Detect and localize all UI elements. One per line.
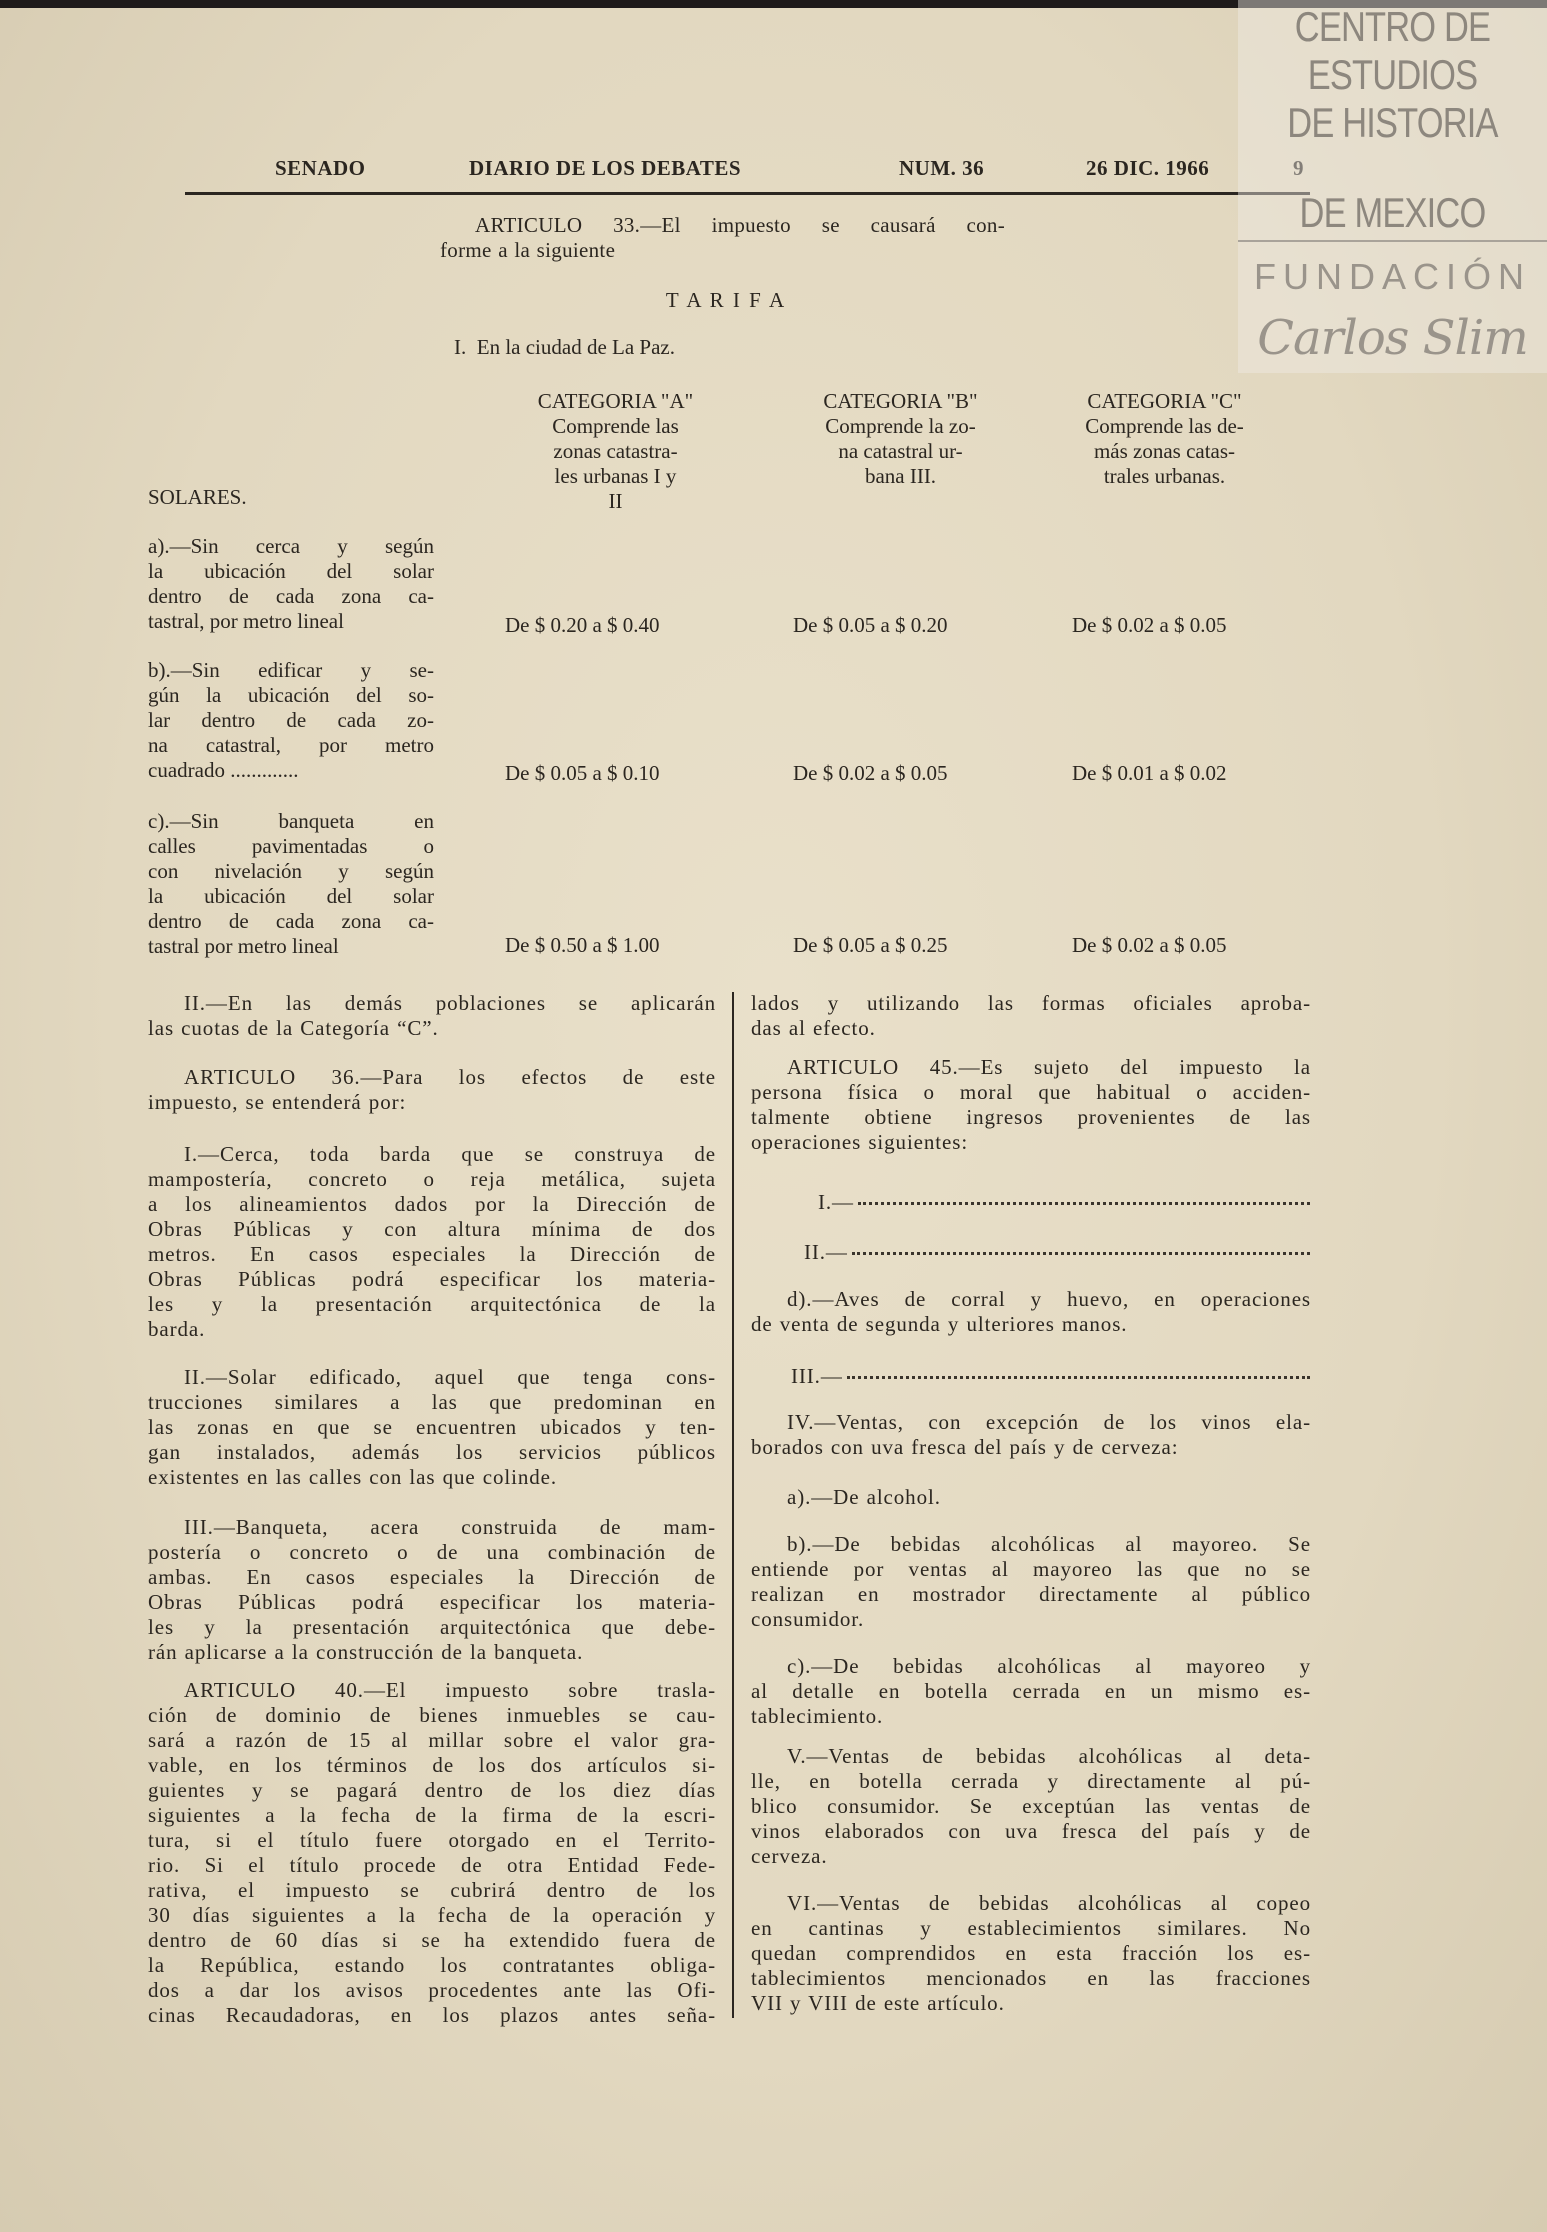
- text-line: c).—Sin banqueta en: [148, 809, 434, 833]
- text-line: das al efecto.: [751, 1016, 876, 1040]
- row-b-value-cat-a: De $ 0.05 a $ 0.10: [505, 761, 660, 785]
- text-line: siguientes a la fecha de la firma de la escri-: [148, 1803, 716, 1827]
- text-line: blico consumidor. Se exceptúan las ventas de: [751, 1794, 1311, 1818]
- paragraph-iii-banqueta: [148, 1515, 716, 1665]
- text-line: Comprende las de-: [1085, 414, 1244, 438]
- row-b-value-cat-c: De $ 0.01 a $ 0.02: [1072, 761, 1227, 785]
- text-line: a).—Sin cerca y según: [148, 534, 434, 558]
- text-line: bana III.: [864, 464, 937, 488]
- omitted-fraction-ii: [804, 1240, 1310, 1265]
- category-c-header: [1055, 389, 1274, 489]
- text-line: barda.: [148, 1317, 206, 1341]
- article-36: [148, 1065, 716, 1115]
- text-line: más zonas catas-: [1093, 439, 1236, 463]
- text-line: calles pavimentadas o: [148, 834, 434, 858]
- dotted-leader: [847, 1376, 1310, 1379]
- text-line: II.—Solar edificado, aquel que tenga cons-: [184, 1365, 716, 1389]
- text-line: VII y VIII de este artículo.: [751, 1991, 1005, 2015]
- text-line: tablecimiento.: [751, 1704, 884, 1728]
- omitted-fraction-i: [818, 1190, 1310, 1215]
- text-line: persona física o moral que habitual o acciden-: [751, 1080, 1311, 1104]
- tarifa-heading: T A R I F A: [665, 288, 787, 312]
- text-line: dentro de cada zona ca-: [148, 584, 434, 608]
- text-line: II.—En las demás poblaciones se aplicarán: [184, 991, 716, 1015]
- text-line: a).—De alcohol.: [787, 1485, 941, 1509]
- paragraph-ii-solar: [148, 1365, 716, 1490]
- column-divider: [732, 992, 734, 2018]
- text-line: trucciones similares a las que predominan en: [148, 1390, 716, 1414]
- watermark-line: DE MEXICO: [1299, 189, 1486, 236]
- text-line: guientes y se pagará dentro de los diez días: [148, 1778, 716, 1802]
- text-line: tura, si el título fuere otorgado en el Territo-: [148, 1828, 716, 1852]
- paragraph-ii-poblaciones: [148, 991, 716, 1041]
- text-line: la ubicación del solar: [148, 559, 434, 583]
- text-line: metros. En casos especiales la Dirección de: [148, 1242, 716, 1266]
- text-line: dentro de cada zona ca-: [148, 909, 434, 933]
- fraction-label: III.—: [791, 1364, 843, 1388]
- paragraph-c-detalle: [751, 1654, 1311, 1729]
- text-line: cuadrado .............: [148, 758, 299, 782]
- text-line: tastral, por metro lineal: [148, 609, 344, 633]
- header-number: NUM. 36: [899, 156, 985, 180]
- watermark-divider: [1238, 240, 1547, 242]
- text-line: na catastral ur-: [838, 439, 963, 463]
- row-c-value-cat-c: De $ 0.02 a $ 0.05: [1072, 933, 1227, 957]
- watermark-signature: Carlos Slim: [1257, 310, 1528, 366]
- text-line: b).—De bebidas alcohólicas al mayoreo. Se: [787, 1532, 1311, 1556]
- text-line: CATEGORIA "C": [1087, 389, 1242, 413]
- article-45: [751, 1055, 1311, 1155]
- fraction-label: II.—: [804, 1240, 848, 1264]
- text-line: c).—De bebidas alcohólicas al mayoreo y: [787, 1654, 1311, 1678]
- text-line: ambas. En casos especiales la Dirección de: [148, 1565, 716, 1589]
- text-line: sará a razón de 15 al millar sobre el valor gra-: [148, 1728, 716, 1752]
- text-line: dos a dar los avisos procedentes ante las Ofi-: [148, 1978, 716, 2002]
- text-line: realizan en mostrador directamente al público: [751, 1582, 1311, 1606]
- text-line: con nivelación y según: [148, 859, 434, 883]
- text-line: rativa, el impuesto se cubrirá dentro de los: [148, 1878, 716, 1902]
- text-line: VI.—Ventas de bebidas alcohólicas al copeo: [787, 1891, 1311, 1915]
- text-line: cinas Recaudadoras, en los plazos antes seña-: [148, 2003, 716, 2027]
- text-line: talmente obtiene ingresos provenientes de las: [751, 1105, 1311, 1129]
- text-line: trales urbanas.: [1103, 464, 1226, 488]
- paragraph-vi-copeo: [751, 1891, 1311, 2016]
- row-b-value-cat-b: De $ 0.02 a $ 0.05: [793, 761, 948, 785]
- dotted-leader: [852, 1252, 1310, 1255]
- text-line: borados con uva fresca del país y de cerveza:: [751, 1435, 1179, 1459]
- text-line: b).—Sin edificar y se-: [148, 658, 434, 682]
- watermark-foundation: FUNDACIÓN: [1254, 256, 1531, 297]
- text-line: existentes en las calles con las que colinde.: [148, 1465, 558, 1489]
- text-line: entiende por ventas al mayoreo las que no se: [751, 1557, 1311, 1581]
- text-line: lados y utilizando las formas oficiales aproba-: [751, 991, 1311, 1015]
- paragraph-d-aves: [751, 1287, 1311, 1337]
- text-line: gan instalados, además los servicios públicos: [148, 1440, 716, 1464]
- text-line: consumidor.: [751, 1607, 865, 1631]
- text-line: la República, estando los contratantes obliga-: [148, 1953, 716, 1977]
- text-line: cerveza.: [751, 1844, 828, 1868]
- text-line: tablecimientos mencionados en las fracciones: [751, 1966, 1311, 1990]
- text-line: ARTICULO 33.—El impuesto se causará con-: [475, 213, 1005, 237]
- text-line: rán aplicarse a la construcción de la banqueta.: [148, 1640, 584, 1664]
- text-line: postería o concreto o de una combinación de: [148, 1540, 716, 1564]
- text-line: tastral por metro lineal: [148, 934, 339, 958]
- text-line: CATEGORIA "B": [823, 389, 978, 413]
- text-line: ción de dominio de bienes inmuebles se cau-: [148, 1703, 716, 1727]
- text-line: impuesto, se entenderá por:: [148, 1090, 407, 1114]
- text-line: rio. Si el título procede de otra Entidad Fede-: [148, 1853, 716, 1877]
- solares-row-header: SOLARES.: [148, 485, 247, 509]
- article-40: [148, 1678, 716, 2028]
- text-line: III.—Banqueta, acera construida de mam-: [184, 1515, 716, 1539]
- text-line: IV.—Ventas, con excepción de los vinos ela-: [787, 1410, 1311, 1434]
- article-33: [440, 213, 1005, 263]
- row-c-label: [148, 809, 434, 959]
- paragraph-i-cerca: [148, 1142, 716, 1342]
- row-c-value-cat-a: De $ 0.50 a $ 1.00: [505, 933, 660, 957]
- omitted-fraction-iii: [791, 1364, 1310, 1389]
- text-line: al detalle en botella cerrada en un mismo es-: [751, 1679, 1311, 1703]
- text-line: 30 días siguientes a la fecha de la operación y: [148, 1903, 716, 1927]
- fraction-label: I.—: [818, 1190, 854, 1214]
- text-line: forme a la siguiente: [440, 238, 616, 262]
- row-a-value-cat-c: De $ 0.02 a $ 0.05: [1072, 613, 1227, 637]
- text-line: lar dentro de cada zo-: [148, 708, 434, 732]
- text-line: les urbanas I y: [554, 464, 677, 488]
- header-date: 26 DIC. 1966: [1086, 156, 1210, 180]
- header-journal: DIARIO DE LOS DEBATES: [469, 156, 742, 180]
- text-line: zonas catastra-: [553, 439, 678, 463]
- dotted-leader: [858, 1202, 1310, 1205]
- row-b-label: [148, 658, 434, 783]
- paragraph-a-alcohol: [751, 1485, 1311, 1510]
- row-a-label: [148, 534, 434, 634]
- text-line: ARTICULO 40.—El impuesto sobre trasla-: [184, 1678, 716, 1702]
- text-line: a los alineamientos dados por la Dirección de: [148, 1192, 716, 1216]
- paragraph-b-mayoreo: [751, 1532, 1311, 1632]
- page-number: 9: [1293, 156, 1304, 180]
- text-line: II: [608, 489, 623, 513]
- row-a-value-cat-a: De $ 0.20 a $ 0.40: [505, 613, 660, 637]
- text-line: ARTICULO 36.—Para los efectos de este: [184, 1065, 716, 1089]
- text-line: V.—Ventas de bebidas alcohólicas al deta-: [787, 1744, 1311, 1768]
- text-line: gún la ubicación del so-: [148, 683, 434, 707]
- text-line: vable, en los términos de los dos artículos si-: [148, 1753, 716, 1777]
- text-line: CATEGORIA "A": [537, 389, 694, 413]
- text-line: ARTICULO 45.—Es sujeto del impuesto la: [787, 1055, 1311, 1079]
- category-a-header: [515, 389, 716, 514]
- category-b-header: [794, 389, 1007, 489]
- text-line: vinos elaborados con uva fresca del país y de: [751, 1819, 1311, 1843]
- text-line: na catastral, por metro: [148, 733, 434, 757]
- article-40-continuation: [751, 991, 1311, 1041]
- text-line: Obras Públicas podrá especificar los materia-: [148, 1267, 716, 1291]
- text-line: quedan comprendidos en esta fracción los es-: [751, 1941, 1311, 1965]
- row-a-value-cat-b: De $ 0.05 a $ 0.20: [793, 613, 948, 637]
- watermark-line: CENTRO DE: [1294, 3, 1491, 50]
- paragraph-iv-ventas: [751, 1410, 1311, 1460]
- text-line: lle, en botella cerrada y directamente al pú-: [751, 1769, 1311, 1793]
- paragraph-v-ventas: [751, 1744, 1311, 1869]
- text-line: mampostería, concreto o reja metálica, sujeta: [148, 1167, 716, 1191]
- header-chamber: SENADO: [275, 156, 366, 180]
- header-rule: [185, 192, 1310, 195]
- watermark-line: DE HISTORIA: [1287, 99, 1498, 146]
- text-line: I.—Cerca, toda barda que se construya de: [184, 1142, 716, 1166]
- text-line: Obras Públicas y con altura mínima de dos: [148, 1217, 716, 1241]
- watermark-logo: [1238, 0, 1547, 373]
- text-line: de venta de segunda y ulteriores manos.: [751, 1312, 1128, 1336]
- text-line: les y la presentación arquitectónica que debe-: [148, 1615, 716, 1639]
- text-line: Comprende las: [552, 414, 679, 438]
- text-line: la ubicación del solar: [148, 884, 434, 908]
- text-line: les y la presentación arquitectónica de la: [148, 1292, 716, 1316]
- text-line: d).—Aves de corral y huevo, en operaciones: [787, 1287, 1311, 1311]
- text-line: dentro de 60 días si se ha extendido fuera de: [148, 1928, 716, 1952]
- text-line: Comprende la zo-: [825, 414, 976, 438]
- text-line: operaciones siguientes:: [751, 1130, 969, 1154]
- section-i-heading: I. En la ciudad de La Paz.: [454, 335, 675, 359]
- watermark-line: ESTUDIOS: [1307, 51, 1478, 98]
- text-line: en cantinas y establecimientos similares. No: [751, 1916, 1311, 1940]
- text-line: las cuotas de la Categoría “C”.: [148, 1016, 439, 1040]
- text-line: las zonas en que se encuentren ubicados y ten-: [148, 1415, 716, 1439]
- row-c-value-cat-b: De $ 0.05 a $ 0.25: [793, 933, 948, 957]
- text-line: Obras Públicas podrá especificar los materia-: [148, 1590, 716, 1614]
